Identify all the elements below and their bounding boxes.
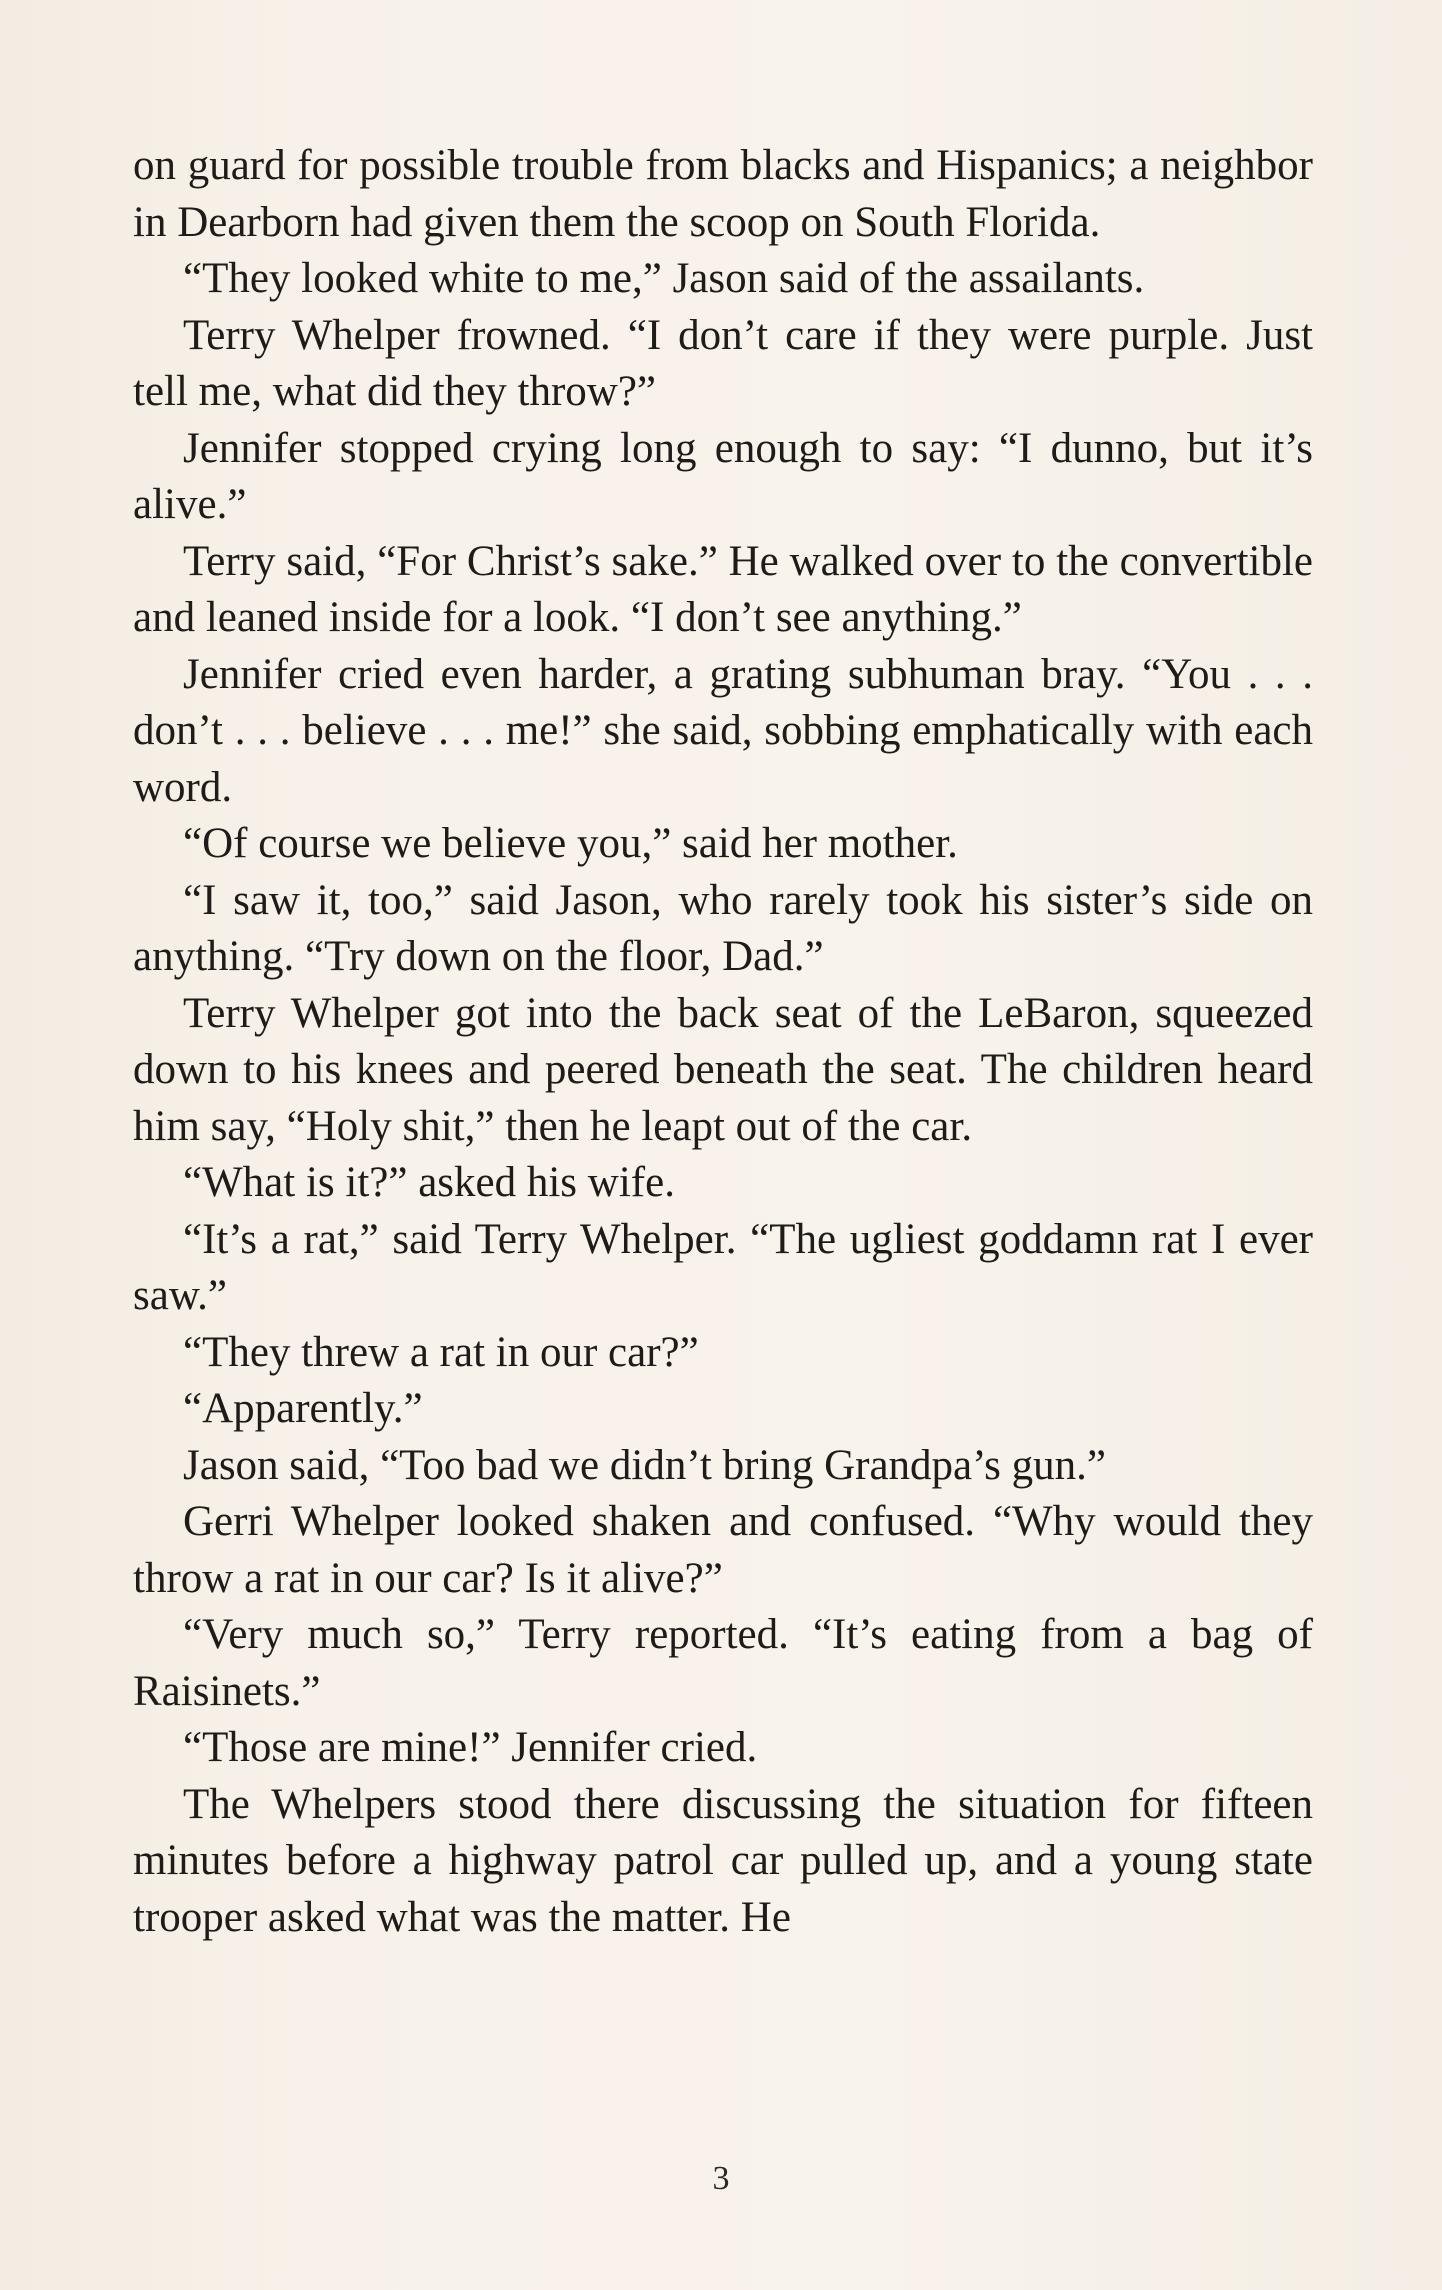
paragraph: Jennifer stopped crying long enough to say: “I dunno, but it’s alive.” — [133, 424, 1313, 528]
paragraph: The Whelpers stood there discussing the situation for fifteen minutes before a highway patrol car pulled up, and a young state trooper asked what was the matter. He — [133, 1780, 1313, 1941]
paragraph: “They threw a rat in our car?” — [183, 1328, 699, 1376]
paragraph-continuation: on guard for possible trouble from blacks and Hispanics; a neighbor in Dearborn had given them the scoop on South Florida. — [133, 142, 1313, 246]
paragraph: Terry said, “For Christ’s sake.” He walked over to the convertible and leaned inside for a look. “I don’t see anything.” — [133, 537, 1313, 641]
paragraph: “I saw it, too,” said Jason, who rarely took his sister’s side on anything. “Try down on the floor, Dad.” — [133, 876, 1313, 980]
paragraph: Jennifer cried even harder, a grating subhuman bray. “You . . . don’t . . . believe . . . me!” she said, sobbing emphatically with each word. — [133, 650, 1313, 811]
paragraph: Terry Whelper got into the back seat of the LeBaron, squeezed down to his knees and peered beneath the seat. The children heard him say, “Holy shit,” then he leapt out of the car. — [133, 989, 1313, 1150]
body-text — [133, 138, 1313, 1946]
paragraph: “It’s a rat,” said Terry Whelper. “The ugliest goddamn rat I ever saw.” — [133, 1215, 1313, 1319]
page-number: 3 — [712, 2160, 730, 2197]
paragraph: “Very much so,” Terry reported. “It’s eating from a bag of Raisinets.” — [133, 1611, 1313, 1715]
paragraph: “What is it?” asked his wife. — [183, 1159, 675, 1206]
paragraph: Gerri Whelper looked shaken and confused. “Why would they throw a rat in our car? Is it alive?” — [133, 1498, 1313, 1602]
paragraph: “Of course we believe you,” said her mother. — [183, 820, 958, 867]
paragraph: Jason said, “Too bad we didn’t bring Grandpa’s gun.” — [183, 1441, 1106, 1489]
paragraph: “They looked white to me,” Jason said of the assailants. — [183, 255, 1145, 302]
paragraph: “Apparently.” — [183, 1385, 423, 1432]
paragraph: “Those are mine!” Jennifer cried. — [183, 1724, 758, 1771]
paragraph: Terry Whelper frowned. “I don’t care if they were purple. Just tell me, what did they throw?” — [133, 311, 1313, 415]
